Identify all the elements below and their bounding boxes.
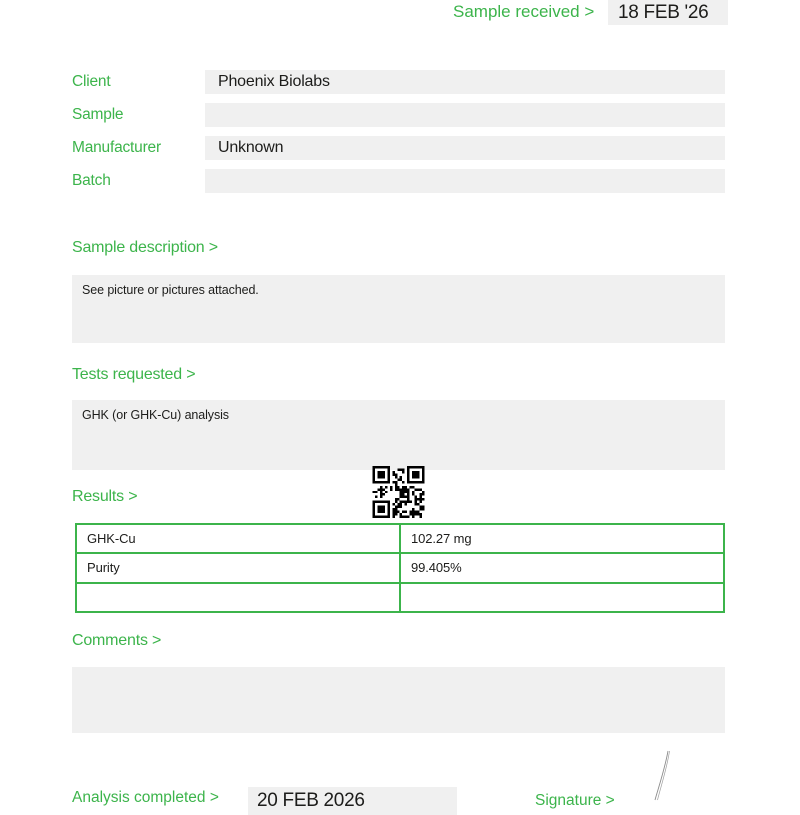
field-value-batch — [205, 169, 725, 193]
results-row-value: 102.27 mg — [401, 525, 723, 552]
results-table — [75, 523, 725, 613]
sample-received-date: 18 FEB '26 — [618, 1, 709, 23]
sample-description-text: See picture or pictures attached. — [82, 283, 259, 297]
field-value-sample — [205, 103, 725, 127]
results-row-value: 99.405% — [401, 554, 723, 581]
qr-code-icon — [372, 466, 425, 518]
results-row-name: GHK-Cu — [77, 525, 399, 552]
results-heading: Results > — [72, 488, 138, 505]
field-value-manufacturer — [205, 136, 725, 160]
field-label-manufacturer: Manufacturer — [72, 139, 161, 156]
field-value-client — [205, 70, 725, 94]
tests-requested-text: GHK (or GHK-Cu) analysis — [82, 408, 229, 422]
sample-description-heading: Sample description > — [72, 239, 218, 256]
signature-stroke — [645, 748, 685, 800]
sample-received-value-box — [608, 0, 728, 25]
results-row-value — [401, 584, 723, 611]
tests-requested-heading: Tests requested > — [72, 366, 196, 383]
tests-requested-box — [72, 400, 725, 470]
manufacturer-value: Unknown — [218, 139, 284, 156]
analysis-completed-value-box — [248, 787, 457, 815]
field-label-client: Client — [72, 73, 111, 90]
results-row-name: Purity — [77, 554, 399, 581]
comments-box — [72, 667, 725, 733]
results-row-name — [77, 584, 399, 611]
comments-heading: Comments > — [72, 632, 162, 649]
sample-received-label: Sample received > — [453, 2, 595, 21]
signature-label: Signature > — [535, 792, 615, 809]
field-label-batch: Batch — [72, 172, 111, 189]
analysis-completed-date: 20 FEB 2026 — [257, 790, 365, 811]
field-label-sample: Sample — [72, 106, 124, 123]
analysis-completed-label: Analysis completed > — [72, 789, 219, 806]
sample-description-box — [72, 275, 725, 343]
client-value: Phoenix Biolabs — [218, 73, 330, 90]
